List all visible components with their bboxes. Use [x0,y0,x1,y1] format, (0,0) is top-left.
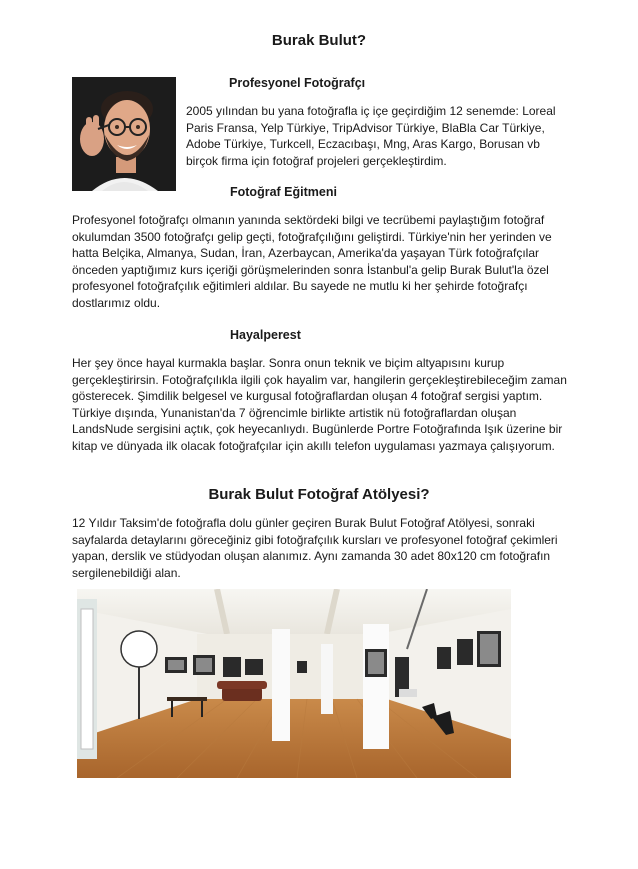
studio-photo [77,589,511,778]
page-title: Burak Bulut? [271,32,367,49]
atelier-text: 12 Yıldır Taksim'de fotoğrafla dolu günler geçiren Burak Bulut Fotoğraf Atölyesi, sonraki sayfalarda detaylarını göreceğiniz gibi fotoğrafçılık kursları ve profesyonel fotoğraf çekimleri yapan, derslik ve stüdyodan oluşan alanımız. Aynı zamanda 30 adet 80x120 cm fotoğrafın sergilenebildiği alan. [72,516,558,580]
atelier-heading: Burak Bulut Fotoğraf Atölyesi? [208,486,430,503]
profile-text: 2005 yılından bu yana fotoğrafla iç içe geçirdiğim 12 senemde: Loreal Paris Fransa, Yelp Türkiye, TripAdvisor Türkiye, BlaBla Car Türkiye, Adobe Türkiye, Turkcell, Eczacıbaşı, Mng, Aras Kargo, Borusan vb birçok firma için fotoğraf projeleri gerçekleştirdim. [186,104,556,168]
portrait-photo [72,77,176,191]
dreamer-text: Her şey önce hayal kurmakla başlar. Sonra onun teknik ve biçim altyapısını kurup gerçekleştirirsin. Fotoğrafçılıkla ilgili çok hayalim var, hangilerin gerçekleştirebileceğim zaman gösterecek. Şimdilik belgesel ve kurgusal fotoğraflardan oluşan 4 fotoğraf sergisi yaptım. Türkiye dışında, Yunanistan'da 7 öğrencimle birlikte artistik nü fotoğraflardan oluşan LandsNude sergisini açtık, çok heyecanlıydı. Bugünlerde Portre Fotoğrafında Işık üzerine bir kitap ve dünyada ilk olacak fotoğrafçılar için akıllı telefon uygulaması yazmaya çalışıyorum. [72,356,567,453]
profile-heading: Profesyonel Fotoğrafçı [229,76,366,90]
educator-text: Profesyonel fotoğrafçı olmanın yanında sektördeki bilgi ve tecrübemi paylaştığım fotoğraf okulumdan 3500 fotoğrafçı gelip geçti, fotoğrafçılığını geliştirdi. Türkiye'nin her yerinden ve hatta Belçika, Almanya, Sudan, İran, Azerbaycan, Amerika'da yaşayan Türk fotoğrafçılar önceden yaptığımız kurs içeriği görüşmelerinden sonra İstanbul'a gelip Burak Bulut'la özel profesyonel fotoğrafçılık eğitimleri aldılar. Bu sayede ne mutlu ki her şehirde fotoğrafçı dostlarımız oldu. [72,213,552,310]
educator-heading: Fotoğraf Eğitmeni [230,185,337,199]
dreamer-heading: Hayalperest [230,328,301,342]
